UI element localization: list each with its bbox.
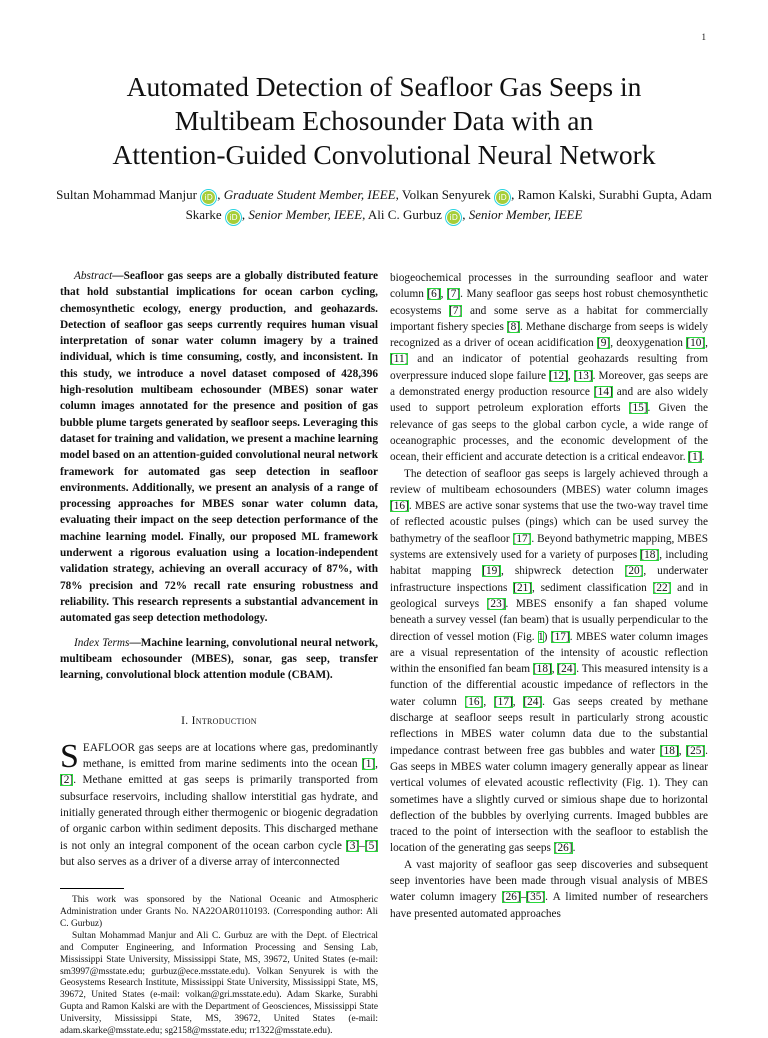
section-title: Introduction <box>191 715 257 728</box>
body-text: and in geological surveys <box>390 581 709 610</box>
body-text: , <box>705 337 708 350</box>
title-line-1: Automated Detection of Seafloor Gas Seeps in <box>126 71 642 102</box>
body-text: . MBES ensonify a fan shaped volume beneath a survey vessel (fan beam) that is usually perpendicular to the direction of vessel motion (Fig. <box>390 597 708 643</box>
body-text: – <box>359 839 365 852</box>
citation-link[interactable]: [18] <box>640 549 660 562</box>
citation-link[interactable]: [15] <box>628 402 648 415</box>
citation-link[interactable]: [13] <box>573 369 593 382</box>
body-text: . This measured intensity is a function of the differential acoustic impedance of reflectors in the water column <box>390 663 708 708</box>
citation-link[interactable]: [21] <box>513 581 533 594</box>
citation-link[interactable]: [22] <box>652 581 672 594</box>
body-text: biogeochemical processes in the surrounding seafloor and water column <box>390 272 708 301</box>
citation-link[interactable]: [24] <box>523 695 543 708</box>
intro-paragraph <box>60 737 378 870</box>
author-name: , Volkan Senyurek <box>395 187 491 202</box>
citation-link[interactable]: [24] <box>557 663 577 676</box>
orcid-icon[interactable]: iD <box>496 191 509 204</box>
author-name: , Ramon Kalski, Surabhi Gupta, Adam Skarke <box>185 187 712 222</box>
body-text: , including habitat mapping <box>390 549 708 578</box>
body-text: EAFLOOR gas seeps are at locations where gas, predominantly methane, is emitted from marine sediments into the ocean <box>82 741 378 771</box>
citation-link[interactable]: [35] <box>526 891 546 904</box>
citation-link[interactable]: [8] <box>506 320 521 333</box>
body-text: . <box>572 842 576 855</box>
drop-cap: S <box>60 737 79 775</box>
body-text: , <box>512 695 524 708</box>
body-text: . Moreover, gas seeps are a demonstrated energy production resource <box>390 369 708 399</box>
body-text: . Methane discharge from seeps is widely recognized as a driver of ocean acidification <box>390 320 708 350</box>
footnote-funding: This work was sponsored by the National Oceanic and Atmospheric Administration under Grants No. NA22OAR0110193. (Corresponding author: Ali C. Gurbuz) <box>60 895 378 929</box>
citation-link[interactable]: 1 <box>538 630 544 643</box>
citation-link[interactable]: [26] <box>501 891 521 904</box>
body-text: , <box>567 369 574 382</box>
body-text: , <box>551 663 558 676</box>
title-line-3: Attention-Guided Convolutional Neural Network <box>112 139 656 170</box>
paper-title <box>40 70 728 172</box>
citation-link[interactable]: [1] <box>688 451 702 464</box>
body-text: but also serves as a driver of a diverse array of interconnected <box>60 855 340 868</box>
citation-link[interactable]: [17] <box>512 532 532 545</box>
citation-link[interactable]: [1] <box>361 758 376 771</box>
body-paragraph <box>390 857 708 922</box>
body-text: , sediment classification <box>532 581 653 594</box>
orcid-icon[interactable]: iD <box>227 211 240 224</box>
index-terms-text: —Machine learning, convolutional neural network, multibeam echosounder (MBES), sonar, gas seep, transfer learning, convolutional block attention module (CBAM). <box>60 636 379 682</box>
body-text: , <box>678 744 687 757</box>
title-line-2: Multibeam Echosounder Data with an <box>174 105 594 136</box>
body-text: . <box>701 451 705 464</box>
citation-link[interactable]: [18] <box>659 744 679 757</box>
orcid-icon[interactable]: iD <box>447 211 460 224</box>
body-text: and are also widely used to support petroleum exploration efforts <box>390 386 709 415</box>
body-text: ) <box>543 630 551 643</box>
index-terms <box>60 635 378 684</box>
body-text: – <box>520 891 527 904</box>
citation-link[interactable]: [7] <box>446 288 461 301</box>
abstract <box>60 268 378 627</box>
author-role: Graduate Student Member, IEEE <box>223 187 396 202</box>
citation-link[interactable]: [25] <box>686 744 706 757</box>
page-number: 1 <box>701 32 706 42</box>
index-terms-lead: Index Terms <box>74 636 130 649</box>
citation-link[interactable]: [10] <box>686 337 706 350</box>
citation-link[interactable]: [20] <box>624 565 644 578</box>
body-text: and some serve as a habitat for commercially important fishery species <box>390 304 709 333</box>
body-text: , underwater infrastructure inspections <box>390 565 708 594</box>
body-text: . Gas seeps created by methane discharge at seafloor seeps result in particularly strong acoustic reflections in MBES water column data due to the substantial impedance contrast between free gas bubbles and water <box>390 695 709 757</box>
body-text: . Many seafloor gas seeps host robust chemosynthetic ecosystems <box>390 288 708 317</box>
body-text: The detection of seafloor gas seeps is largely achieved through a review of multibeam echosounders (MBES) water column images <box>390 467 708 496</box>
body-text: . A limited number of researchers have presented automated approaches <box>390 891 708 920</box>
body-text: , <box>440 288 447 301</box>
citation-link[interactable]: [11] <box>390 353 409 366</box>
citation-link[interactable]: [17] <box>493 695 513 708</box>
citation-link[interactable]: [14] <box>593 386 613 399</box>
body-text: , shipwreck detection <box>501 565 625 578</box>
body-text: . Methane emitted at gas seeps is primarily transported from subsurface reservoirs, including shallow interstitial gas hydrate, and initially generated through either thermogenic or biogenic degradation of organic carbon within sediment deposits. This discharged methane is not only an integral component of the ocean carbon cycle <box>60 774 378 852</box>
body-text: , <box>483 695 494 708</box>
section-heading <box>60 713 378 729</box>
body-text: , <box>375 758 378 771</box>
body-text: . Gas seeps in MBES water column imagery generally appear as linear vertical volumes of elevated acoustic reflectivity (Fig. 1). They can sometimes have a slightly curved or simious shape due to horizontal deflection of the bubbles by overlying currents. Imaged bubbles are traced to the point of intersection with the seafloor to establish the location of the generating gas seeps <box>390 744 708 855</box>
citation-link[interactable]: [17] <box>550 630 570 643</box>
body-text: and an indicator of potential geohazards resulting from overpressure induced slope failure <box>390 353 708 382</box>
author-name: Sultan Mohammad Manjur <box>56 187 197 202</box>
author-name: , Ali C. Gurbuz <box>362 206 442 222</box>
citation-link[interactable]: [16] <box>464 695 484 708</box>
citation-link[interactable]: [5] <box>364 839 378 852</box>
citation-link[interactable]: [9] <box>597 337 611 350</box>
citation-link[interactable]: [23] <box>486 597 506 610</box>
author-role: Senior Member, IEEE <box>468 206 583 222</box>
author-role: Senior Member, IEEE <box>248 206 363 222</box>
citation-link[interactable]: [3] <box>345 839 360 852</box>
citation-link[interactable]: [18] <box>532 663 552 676</box>
abstract-text: —Seafloor gas seeps are a globally distributed feature that hold substantial implications for ocean carbon cycling, chemosynthetic ecology, energy production, and geohazards. Detection of seafloor gas seeps currently requires human visual interpretation of sonar water column imagery by a trained individual, which is time consuming, costly, and inconsistent. In this study, we introduce a novel dataset composed of 428,396 high-resolution multibeam echosounder (MBES) sonar water column images annotated for the presence and position of gas bubble plume targets generated by seafloor seeps. Leveraging this dataset for training and validation, we present a machine learning model based on an attention-guided convolutional neural network framework for automated gas seep detection in seafloor environments. Additionally, we present an analysis of a range of processing approaches for MBES sonar water column data, evaluating their impact on the seep detection performance of the machine learning model. Finally, our proposed ML framework underwent a rigorous evaluation using a location-independent validation strategy, achieving an overall accuracy of 87%, with 78% precision and 72% recall rate ensuring robustness and reliability. This research represents a substantial advancement in automated gas seep detection methodology. <box>60 270 378 625</box>
citation-link[interactable]: [7] <box>449 304 463 317</box>
left-column <box>60 268 378 1038</box>
abstract-lead: Abstract <box>74 270 113 282</box>
citation-link[interactable]: [16] <box>390 500 409 513</box>
intro-text <box>60 737 378 868</box>
footnote-affiliations: Sultan Mohammad Manjur and Ali C. Gurbuz are with the Dept. of Electrical and Computer Engineering, and Information Processing and Sensing Lab, Mississippi State University, Mississippi State, MS, 39672, United States (e-mail: sm3997@msstate.edu; gurbuz@ece.msstate.edu). Volkan Senyurek is with the Geosystems Research Institute, Mississippi State University, Mississippi State, MS, 39672, United States (e-mail: volkan@gri.msstate.edu). Adam Skarke, Surabhi Gupta and Ramon Kalski are with the Department of Geosciences, Mississippi State University, Mississippi State, MS, 39672, United States (e-mail: adam.skarke@msstate.edu; sg2158@msstate.edu; rr1322@msstate.edu). <box>60 930 378 1037</box>
footnote-rule <box>60 888 124 889</box>
body-text: . Beyond bathymetric mapping, MBES systems are extensively used for a variety of purposes <box>390 532 709 562</box>
section-number: I. <box>181 715 192 728</box>
body-text: , deoxygenation <box>610 337 687 350</box>
body-text: . MBES are active sonar systems that use the two-way travel time of reflected acoustic pulses (pings) which can be used survey the bathymetry of the seafloor <box>390 500 708 545</box>
citation-link[interactable]: [26] <box>553 842 573 855</box>
body-text: . MBES water column images are a visual representation of the intensity of acoustic reflection within the ensonified fan beam <box>390 630 708 676</box>
right-column <box>390 270 708 922</box>
citation-link[interactable]: [12] <box>549 369 568 382</box>
body-text: A vast majority of seafloor gas seep discoveries and subsequent seep inventories have been made through visual analysis of MBES water column imagery <box>390 858 708 904</box>
body-text: . Given the relevance of gas seeps to the global carbon cycle, a wide range of oceanographic processes, and the economic development of the ocean, their efficient and accurate detection is a critical endeavor. <box>390 402 709 464</box>
body-paragraph <box>390 466 708 857</box>
author-list: Sultan Mohammad Manjur iD , Graduate Student Member, IEEE, Volkan Senyurek iD , Ramon Kalski, Surabhi Gupta, Adam Skarke iD , Senior Member, IEEE, Ali C. Gurbuz iD , Senior Member, IEEE <box>56 187 712 222</box>
citation-link[interactable]: [19] <box>482 565 502 578</box>
orcid-icon[interactable]: iD <box>202 191 215 204</box>
citation-link[interactable]: [6] <box>427 288 441 301</box>
citation-link[interactable]: [2] <box>60 774 74 787</box>
body-paragraph <box>390 270 708 466</box>
